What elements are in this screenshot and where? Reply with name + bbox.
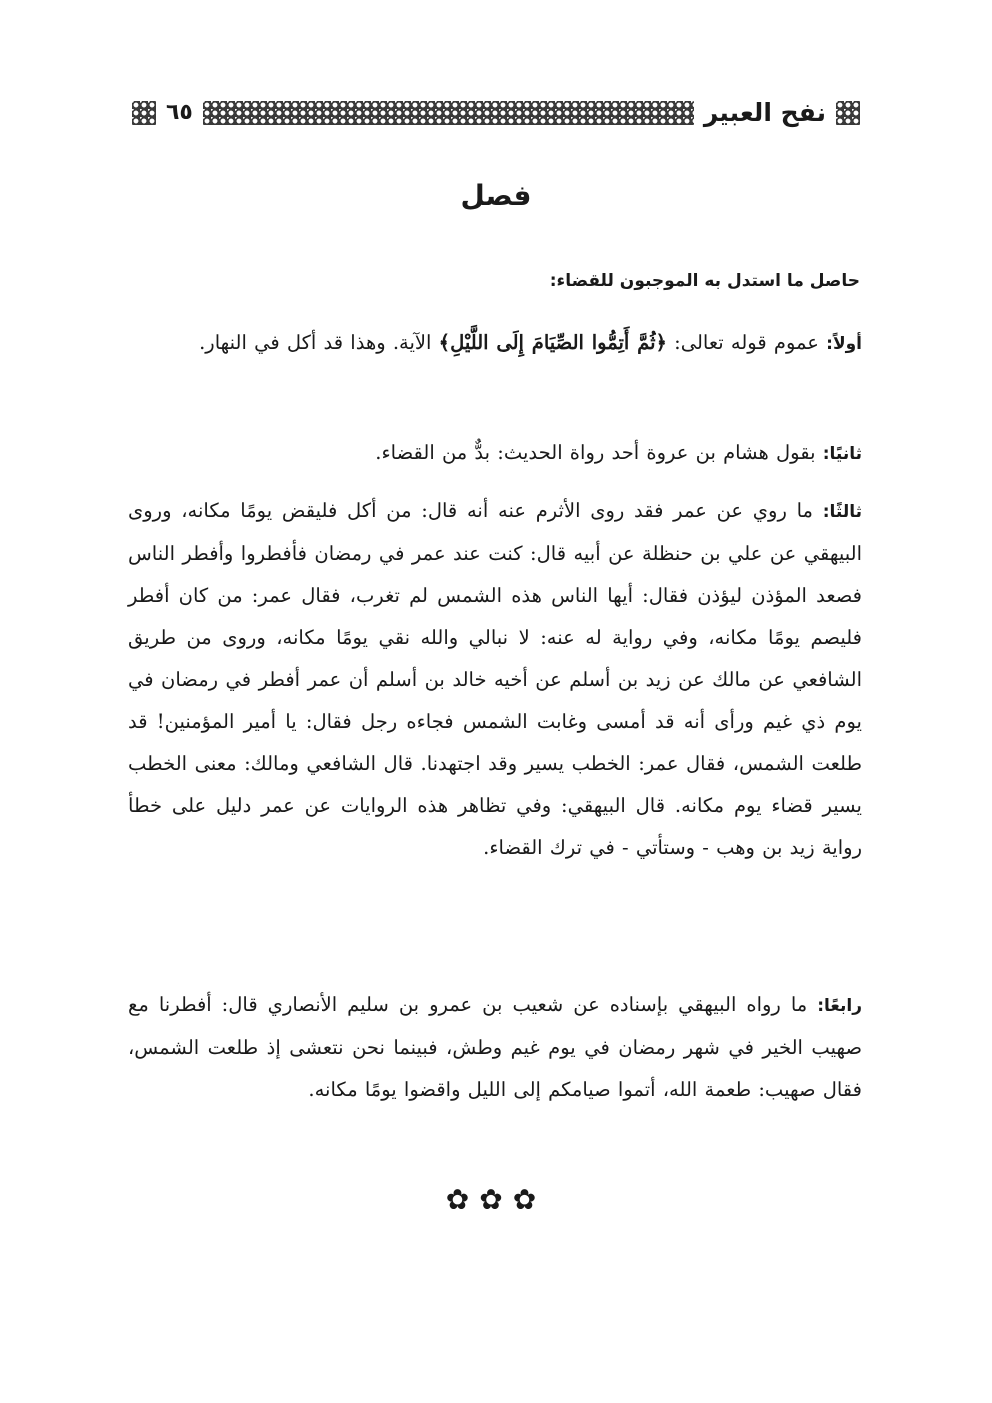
- paragraph-first: [128, 322, 862, 365]
- book-title: نفح العبير: [703, 98, 826, 127]
- subheading: حاصل ما استدل به الموجبون للقضاء:: [549, 271, 860, 291]
- page-number: ٦٥: [166, 100, 193, 125]
- paragraph-text: عموم قوله تعالى:: [666, 331, 827, 354]
- paragraph-text: الآية. وهذا قد أكل في النهار.: [199, 331, 439, 354]
- running-header: [132, 98, 860, 128]
- paragraph-label: ثانيًا:: [822, 444, 862, 464]
- paragraph-label: أولاً:: [826, 334, 862, 354]
- paragraph-second: [128, 432, 862, 475]
- paragraph-label: رابعًا:: [817, 996, 862, 1016]
- paragraph-text: ما رواه البيهقي بإسناده عن شعيب بن عمرو بن سليم الأنصاري قال: أفطرنا مع صهيب الخير في شهر رمضان في يوم غيم وطش، فبينما نحن نتعشى إذ طلعت الشمس، فقال صهيب: طعمة الله، أتموا صيامكم إلى الليل واقضوا يومًا مكانه.: [128, 993, 862, 1101]
- ornament-block-icon: [132, 101, 156, 125]
- ornament-block-icon: [836, 101, 860, 125]
- ornament-band-icon: [203, 101, 694, 125]
- paragraph-third: [128, 490, 862, 869]
- section-title: فصل: [460, 179, 532, 212]
- paragraph-text: ما روي عن عمر فقد روى الأثرم عنه أنه قال: من أكل فليقض يومًا مكانه، وروى البيهقي عن علي بن حنظلة عن أبيه قال: كنت عند عمر في رمضان فأفطروا وأفطر الناس فصعد المؤذن ليؤذن فقال: أيها الناس هذه الشمس لم تغرب، فقال عمر: من كان أفطر فليصم يومًا مكانه، وفي رواية له عنه: لا نبالي والله نقي يومًا مكانه، وروى من طريق الشافعي عن مالك عن زيد بن أسلم عن أخيه خالد بن أسلم أن عمر أفطر في رمضان في يوم ذي غيم ورأى أنه قد أمسى وغابت الشمس فجاءه رجل فقال: يا أمير المؤمنين! قد طلعت الشمس، فقال عمر: الخطب يسير وقد اجتهدنا. قال الشافعي ومالك: معنى الخطب يسير قضاء يوم مكانه. قال البيهقي: وفي تظاهر هذه الروايات عن عمر دليل على خطأ رواية زيد بن وهب - وستأتي - في ترك القضاء.: [128, 499, 862, 859]
- section-end-ornament-icon: ✿✿✿: [445, 1183, 547, 1216]
- paragraph-text: بقول هشام بن عروة أحد رواة الحديث: بدٌّ من القضاء.: [375, 441, 823, 464]
- quran-verse: ﴿ثُمَّ أَتِمُّوا الصِّيَامَ إِلَى اللَّيْلِ﴾: [438, 331, 667, 354]
- paragraph-fourth: [128, 984, 862, 1111]
- paragraph-label: ثالثًا:: [822, 502, 862, 522]
